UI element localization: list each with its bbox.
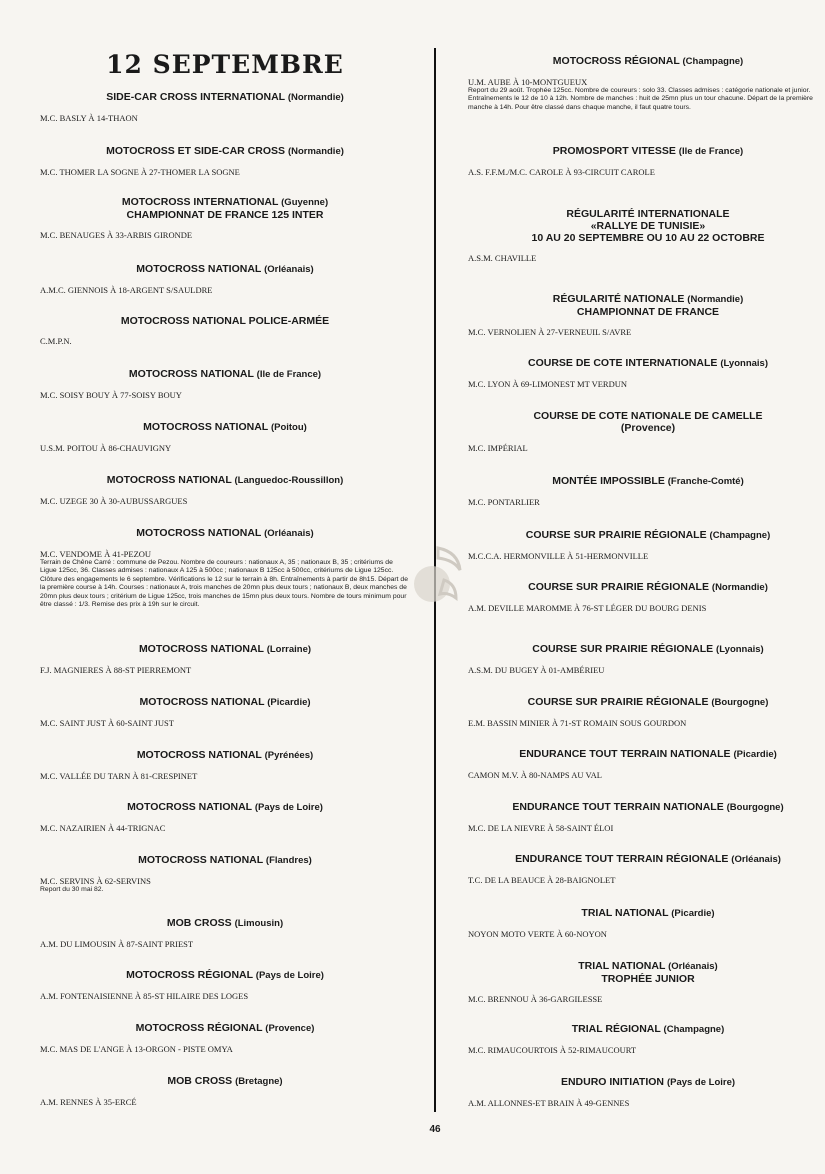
event-club: M.C. MAS DE L'ANGE À 13-ORGON - PISTE OMYA — [40, 1044, 233, 1054]
event-title: MOTOCROSS NATIONAL — [127, 801, 252, 813]
event-heading — [40, 749, 410, 762]
event-entry — [468, 208, 825, 263]
event-club: A.M. DU LIMOUSIN À 87-SAINT PRIEST — [40, 939, 194, 949]
event-club: T.C. DE LA BEAUCE À 28-BAIGNOLET — [468, 875, 616, 885]
event-region: (Orléanais) — [264, 264, 314, 275]
event-heading — [468, 1076, 825, 1089]
event-entry — [40, 917, 410, 949]
event-heading — [468, 475, 825, 488]
event-region: (Picardie) — [671, 908, 715, 919]
event-entry — [40, 696, 410, 728]
event-entry — [40, 1075, 410, 1107]
event-region: (Champagne) — [709, 530, 771, 541]
event-entry — [40, 969, 410, 1001]
event-heading — [468, 581, 825, 594]
event-subtitle: CHAMPIONNAT DE FRANCE 125 INTER — [126, 209, 324, 221]
event-heading — [40, 801, 410, 814]
event-heading — [468, 55, 825, 68]
event-region: (Ile de France) — [678, 146, 744, 157]
event-club: M.C. BENAUGES À 33-ARBIS GIRONDE — [40, 230, 193, 240]
event-heading — [468, 529, 825, 542]
event-club: U.S.M. POITOU À 86-CHAUVIGNY — [40, 443, 172, 453]
event-entry — [40, 854, 410, 894]
event-club: M.C. SOISY BOUY À 77-SOISY BOUY — [40, 390, 182, 400]
event-title: SIDE-CAR CROSS INTERNATIONAL — [106, 91, 285, 103]
event-title: MONTÉE IMPOSSIBLE — [552, 475, 665, 487]
event-title: MOTOCROSS NATIONAL — [143, 421, 269, 433]
event-region: (Bretagne) — [235, 1076, 283, 1087]
event-title: RÉGULARITÉ INTERNATIONALE — [566, 208, 730, 220]
event-title: MOB CROSS — [167, 1075, 233, 1087]
event-heading — [40, 315, 410, 327]
event-region: (Provence) — [265, 1023, 315, 1034]
event-heading — [468, 643, 825, 656]
event-club: A.S. F.F.M./M.C. CAROLE À 93-CIRCUIT CAROLE — [468, 167, 655, 177]
event-heading — [468, 357, 825, 370]
event-title: PROMOSPORT VITESSE — [552, 145, 676, 157]
event-region: (Bourgogne) — [726, 802, 784, 813]
event-title: COURSE SUR PRAIRIE RÉGIONALE — [525, 529, 707, 541]
event-title: COURSE DE COTE NATIONALE DE CAMELLE — [533, 410, 763, 422]
event-region: (Normandie) — [687, 294, 744, 305]
event-club: M.C. THOMER LA SOGNE À 27-THOMER LA SOGNE — [40, 167, 240, 177]
event-region: (Normandie) — [711, 582, 768, 593]
event-subtitle: (Provence) — [620, 422, 676, 434]
event-entry — [40, 91, 410, 123]
event-entry — [468, 55, 825, 112]
event-title: MOTOCROSS NATIONAL — [128, 368, 254, 380]
event-heading — [40, 91, 410, 104]
event-heading — [468, 145, 825, 158]
event-title: ENDURANCE TOUT TERRAIN NATIONALE — [519, 748, 731, 760]
event-title: TRIAL NATIONAL — [578, 960, 666, 972]
event-region: (Lyonnais) — [716, 644, 764, 655]
event-entry — [468, 853, 825, 885]
event-entry — [40, 1022, 410, 1054]
event-club: M.C. PONTARLIER — [468, 497, 540, 507]
event-title: MOTOCROSS INTERNATIONAL — [121, 196, 279, 208]
event-heading — [40, 643, 410, 656]
event-club: M.C.C.A. HERMONVILLE À 51-HERMONVILLE — [468, 551, 649, 561]
event-region: (Lyonnais) — [720, 358, 768, 369]
event-region: (Flandres) — [265, 855, 312, 866]
event-entry — [468, 529, 825, 561]
event-title: COURSE DE COTE INTERNATIONALE — [527, 357, 718, 369]
event-title: MOTOCROSS NATIONAL POLICE-ARMÉE — [120, 315, 330, 327]
event-entry — [468, 643, 825, 675]
event-club: A.M. FONTENAISIENNE À 85-ST HILAIRE DES LOGES — [40, 991, 249, 1001]
event-region: (Ile de France) — [256, 369, 322, 380]
event-title: MOTOCROSS RÉGIONAL — [126, 969, 253, 981]
event-title: MOTOCROSS NATIONAL — [106, 474, 232, 486]
event-region: (Champagne) — [682, 56, 744, 67]
page-title: 12 SEPTEMBRE — [106, 50, 344, 79]
event-club: M.C. UZEGE 30 À 30-AUBUSSARGUES — [40, 496, 188, 506]
event-club: A.M. DEVILLE MAROMME À 76-ST LÉGER DU BOURG DENIS — [468, 603, 707, 613]
event-club: M.C. VENDOME À 41-PEZOU — [40, 549, 152, 559]
event-heading — [40, 969, 410, 982]
event-region: (Limousin) — [234, 918, 284, 929]
event-club: M.C. BRENNOU À 36-GARGILESSE — [468, 994, 603, 1004]
event-club: A.M. ALLONNES-ET BRAIN À 49-GENNES — [468, 1098, 630, 1108]
page-number: 46 — [429, 1124, 441, 1135]
event-club: M.C. BASLY À 14-THAON — [40, 113, 138, 123]
event-entry — [468, 1023, 825, 1055]
event-entry — [468, 696, 825, 728]
event-title: MOTOCROSS RÉGIONAL — [552, 55, 680, 67]
event-note: Terrain de Chêne Carré : commune de Pezou. Nombre de coureurs : nationaux A, 35 ; nationaux B, 35 ; critériums de Ligue 125cc, 36. Classes admises : nationaux A 125 à 500cc ; nationaux B 125cc à 500cc, critériums de Ligue 125cc. Clôture des engagements le 6 septembre. Vérifications le 12 sur le terrain à 8h. Entraînements à partir de 8h15. Départ de la première course à 14h. Courses : nationaux A, trois manches de 20mn plus deux tours ; nationaux B, deux manches de 20mn plus deux tours ; critérium de Ligue 125cc, trois manches de 15mn plus deux tours. Nombre de tours minimum pour être classé : 1/3. Remise des prix à 19h sur le circuit. — [40, 559, 408, 609]
event-heading — [468, 801, 825, 814]
event-heading — [468, 1023, 825, 1036]
event-heading — [468, 960, 825, 973]
event-heading — [468, 907, 825, 920]
event-heading — [468, 293, 825, 306]
event-region: (Pays de Loire) — [255, 970, 324, 981]
event-region: (Orléanais) — [731, 854, 781, 865]
event-heading — [40, 696, 410, 709]
event-region: (Poitou) — [270, 422, 307, 433]
event-note: Report du 30 mai 82. — [40, 886, 104, 893]
event-heading — [40, 527, 410, 540]
event-entry — [40, 801, 410, 833]
event-club: M.C. VERNOLIEN À 27-VERNEUIL S/AVRE — [468, 327, 632, 337]
event-entry — [40, 368, 410, 400]
event-title: MOTOCROSS NATIONAL — [139, 696, 265, 708]
event-title: ENDURANCE TOUT TERRAIN NATIONALE — [512, 801, 724, 813]
event-club: A.S.M. CHAVILLE — [468, 253, 537, 263]
event-club: M.C. DE LA NIEVRE À 58-SAINT ÉLOI — [468, 823, 614, 833]
event-title: MOTOCROSS NATIONAL — [136, 263, 262, 275]
event-heading — [40, 145, 410, 158]
event-club: M.C. LYON À 69-LIMONEST MT VERDUN — [468, 379, 628, 389]
event-title: TRIAL NATIONAL — [581, 907, 669, 919]
event-club: M.C. RIMAUCOURTOIS À 52-RIMAUCOURT — [468, 1045, 637, 1055]
event-club: F.J. MAGNIERES À 88-ST PIERREMONT — [40, 665, 192, 675]
event-region: (Picardie) — [733, 749, 777, 760]
event-entry — [468, 293, 825, 337]
event-region: (Pyrénées) — [264, 750, 314, 761]
event-region: (Champagne) — [663, 1024, 725, 1035]
event-region: (Picardie) — [267, 697, 311, 708]
event-title: MOTOCROSS NATIONAL — [136, 527, 262, 539]
event-title: ENDURANCE TOUT TERRAIN RÉGIONALE — [515, 853, 729, 865]
event-heading — [468, 208, 825, 220]
event-entry — [40, 145, 410, 177]
event-title: COURSE SUR PRAIRIE RÉGIONALE — [528, 581, 709, 593]
event-entry — [468, 357, 825, 389]
event-heading — [40, 196, 410, 209]
event-entry — [468, 475, 825, 507]
event-entry — [40, 315, 410, 346]
event-title: MOTOCROSS NATIONAL — [138, 643, 264, 655]
event-heading — [40, 421, 410, 434]
event-club: M.C. IMPÉRIAL — [468, 443, 528, 453]
event-heading — [40, 474, 410, 487]
event-title: MOTOCROSS NATIONAL — [136, 749, 262, 761]
event-club: M.C. VALLÉE DU TARN À 81-CRESPINET — [40, 771, 198, 781]
event-title: MOTOCROSS ET SIDE-CAR CROSS — [106, 145, 286, 157]
event-title: MOTOCROSS NATIONAL — [138, 854, 263, 866]
event-title: MOB CROSS — [166, 917, 232, 929]
event-heading — [40, 917, 410, 930]
event-entry — [468, 960, 825, 1004]
event-club: U.M. AUBE À 10-MONTGUEUX — [468, 77, 588, 87]
event-club: NOYON MOTO VERTE À 60-NOYON — [468, 929, 607, 939]
event-entry — [468, 581, 825, 613]
event-entry — [468, 1076, 825, 1108]
event-region: (Orléanais) — [264, 528, 314, 539]
event-region: (Pays de Loire) — [666, 1077, 736, 1088]
event-subtitle: «RALLYE DE TUNISIE» — [590, 220, 706, 232]
event-region: (Franche-Comté) — [667, 476, 744, 487]
event-club: A.M. RENNES À 35-ERCÉ — [40, 1097, 137, 1107]
event-title: ENDURO INITIATION — [560, 1076, 665, 1088]
event-club: C.M.P.N. — [40, 336, 72, 346]
event-region: (Guyenne) — [281, 197, 329, 208]
event-region: (Lorraine) — [266, 644, 312, 655]
event-heading — [40, 1022, 410, 1035]
event-region: (Normandie) — [287, 92, 344, 103]
event-heading — [40, 263, 410, 276]
stamp-logo-icon — [408, 540, 470, 620]
event-heading — [468, 410, 825, 422]
event-heading — [468, 853, 825, 866]
event-club: A.S.M. DU BUGEY À 01-AMBÉRIEU — [468, 665, 605, 675]
event-entry — [40, 263, 410, 295]
event-entry — [468, 748, 825, 780]
event-subtitle: 10 AU 20 SEPTEMBRE OU 10 AU 22 OCTOBRE — [531, 232, 765, 244]
event-entry — [468, 145, 825, 177]
event-region: (Bourgogne) — [711, 697, 769, 708]
event-entry — [468, 907, 825, 939]
event-region: (Orléanais) — [668, 961, 718, 972]
event-club: E.M. BASSIN MINIER À 71-ST ROMAIN SOUS GOURDON — [468, 718, 687, 728]
event-subtitle: TROPHÉE JUNIOR — [601, 973, 695, 985]
event-heading — [40, 854, 410, 867]
event-club: CAMON M.V. À 80-NAMPS AU VAL — [468, 770, 602, 780]
event-entry — [40, 749, 410, 781]
event-club: M.C. NAZAIRIEN À 44-TRIGNAC — [40, 823, 166, 833]
event-title: COURSE SUR PRAIRIE RÉGIONALE — [532, 643, 714, 655]
event-club: M.C. SAINT JUST À 60-SAINT JUST — [40, 718, 174, 728]
event-entry — [468, 410, 825, 453]
event-heading — [468, 696, 825, 709]
event-heading — [40, 1075, 410, 1088]
event-heading — [468, 748, 825, 761]
event-title: RÉGULARITÉ NATIONALE — [552, 293, 685, 305]
event-entry — [40, 474, 410, 506]
event-region: (Normandie) — [287, 146, 344, 157]
event-subtitle: CHAMPIONNAT DE FRANCE — [576, 306, 720, 318]
event-club: M.C. SERVINS À 62-SERVINS — [40, 876, 151, 886]
event-heading — [40, 368, 410, 381]
event-region: (Languedoc-Roussillon) — [234, 475, 344, 486]
event-title: TRIAL RÉGIONAL — [571, 1023, 661, 1035]
event-title: MOTOCROSS RÉGIONAL — [135, 1022, 263, 1034]
event-title: COURSE SUR PRAIRIE RÉGIONALE — [527, 696, 709, 708]
event-entry — [40, 527, 410, 609]
event-entry — [40, 643, 410, 675]
event-club: A.M.C. GIENNOIS À 18-ARGENT S/SAULDRE — [40, 285, 213, 295]
event-note: Report du 29 août. Trophée 125cc. Nombre de coureurs : solo 33. Classes admises : catégorie nationale et junior. Entraînements le 12 de 10 à 12h. Nombre de manches : huit de 25mn plus un tour chacune. Départ de la première manche à 14h. Pour être classé dans chaque manche, il faut quatre tours. — [468, 87, 813, 111]
event-entry — [40, 196, 410, 240]
event-entry — [40, 421, 410, 453]
event-region: (Pays de Loire) — [254, 802, 323, 813]
event-entry — [468, 801, 825, 833]
